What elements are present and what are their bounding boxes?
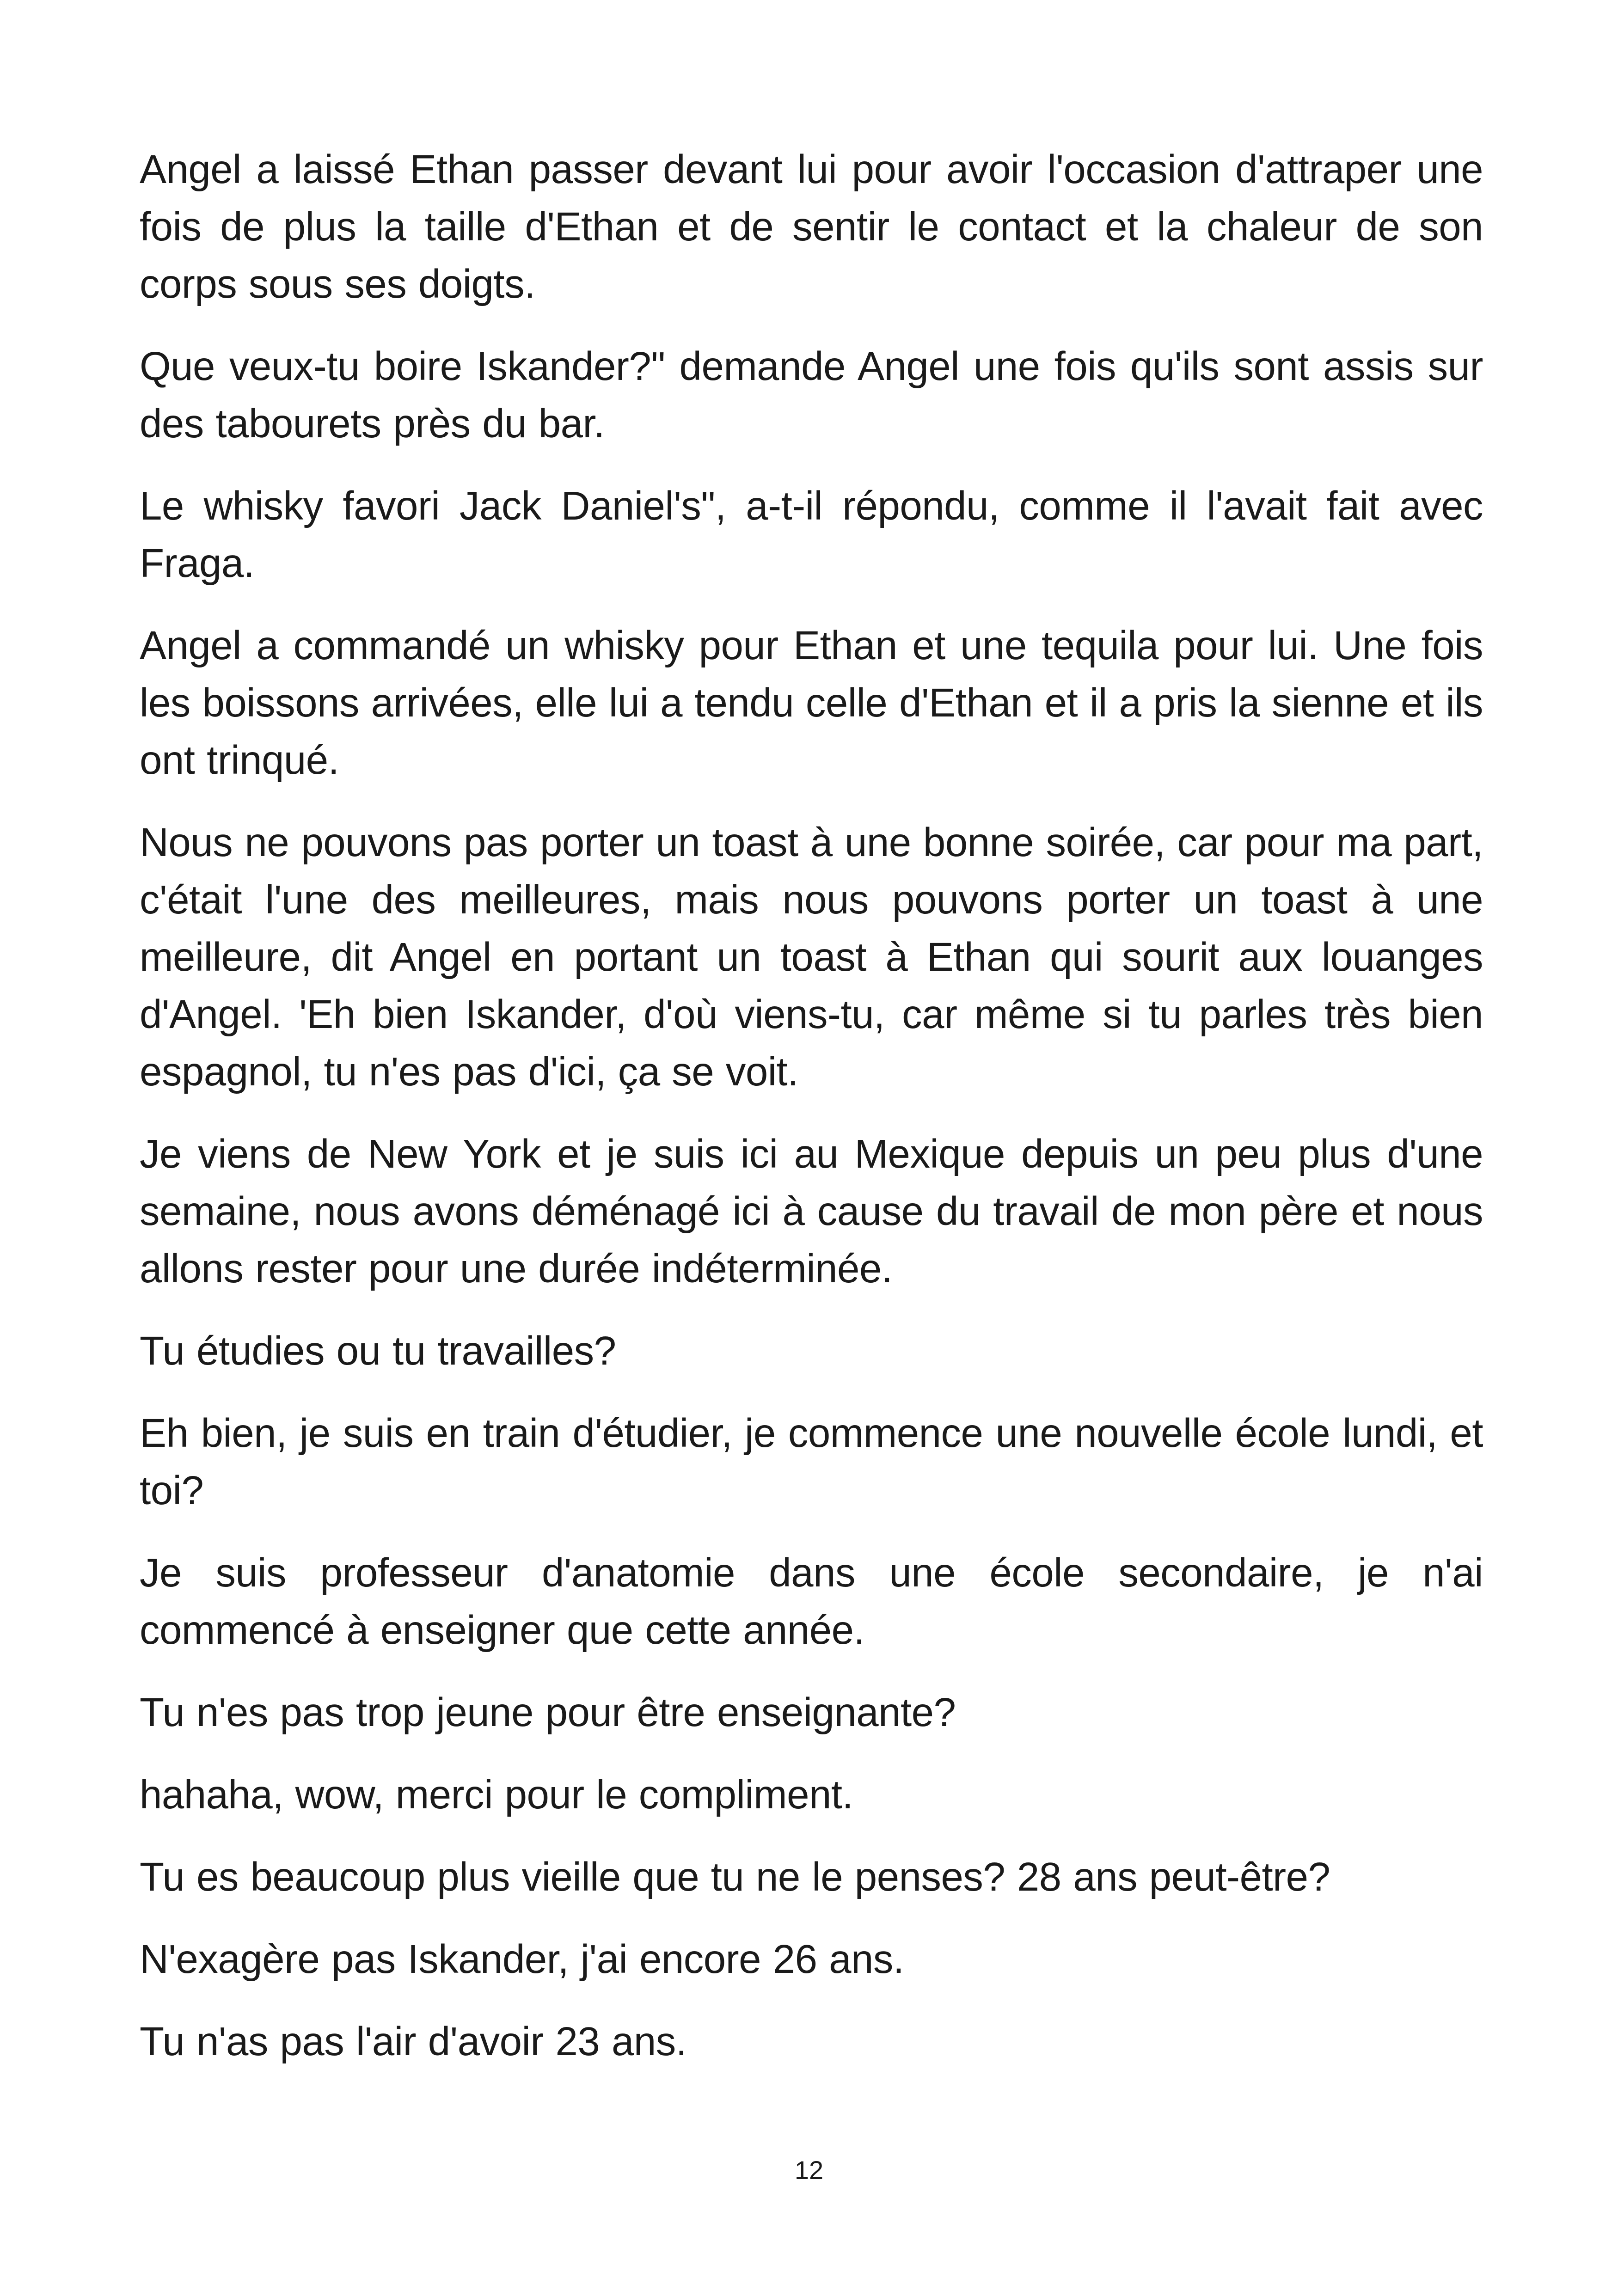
paragraph: Nous ne pouvons pas porter un toast à une bonne soirée, car pour ma part, c'était l'une des meilleures, mais nous pouvons porter un toast à une meilleure, dit Angel en portant un toast à Ethan qui sourit aux louanges d'Angel. 'Eh bien Iskander, d'où viens-tu, car même si tu parles très bien espagnol, tu n'es pas d'ici, ça se voit.	[140, 820, 1483, 1094]
paragraph: Angel a laissé Ethan passer devant lui pour avoir l'occasion d'attraper une fois de plus la taille d'Ethan et de sentir le contact et la chaleur de son corps sous ses doigts.	[140, 147, 1483, 306]
paragraph: Que veux-tu boire Iskander?" demande Angel une fois qu'ils sont assis sur des tabourets près du bar.	[140, 344, 1483, 446]
paragraph: Angel a commandé un whisky pour Ethan et une tequila pour lui. Une fois les boissons arrivées, elle lui a tendu celle d'Ethan et il a pris la sienne et ils ont trinqué.	[140, 623, 1483, 783]
paragraph: Tu n'es pas trop jeune pour être enseignante?	[140, 1690, 956, 1735]
paragraph: N'exagère pas Iskander, j'ai encore 26 ans.	[140, 1937, 904, 1982]
paragraph: Je viens de New York et je suis ici au Mexique depuis un peu plus d'une semaine, nous avons déménagé ici à cause du travail de mon père et nous allons rester pour une durée indéterminée.	[140, 1132, 1483, 1291]
paragraph: Je suis professeur d'anatomie dans une école secondaire, je n'ai commencé à enseigner que cette année.	[140, 1550, 1483, 1653]
page-body	[140, 141, 1483, 2070]
paragraph: Le whisky favori Jack Daniel's", a-t-il répondu, comme il l'avait fait avec Fraga.	[140, 484, 1483, 586]
page-number: 12	[794, 2155, 824, 2185]
paragraph: Tu es beaucoup plus vieille que tu ne le penses? 28 ans peut-être?	[140, 1855, 1330, 1899]
paragraph: Eh bien, je suis en train d'étudier, je commence une nouvelle école lundi, et toi?	[140, 1411, 1483, 1513]
paragraph: Tu n'as pas l'air d'avoir 23 ans.	[140, 2019, 687, 2064]
paragraph: Tu étudies ou tu travailles?	[140, 1329, 616, 1373]
paragraph: hahaha, wow, merci pour le compliment.	[140, 1772, 853, 1817]
